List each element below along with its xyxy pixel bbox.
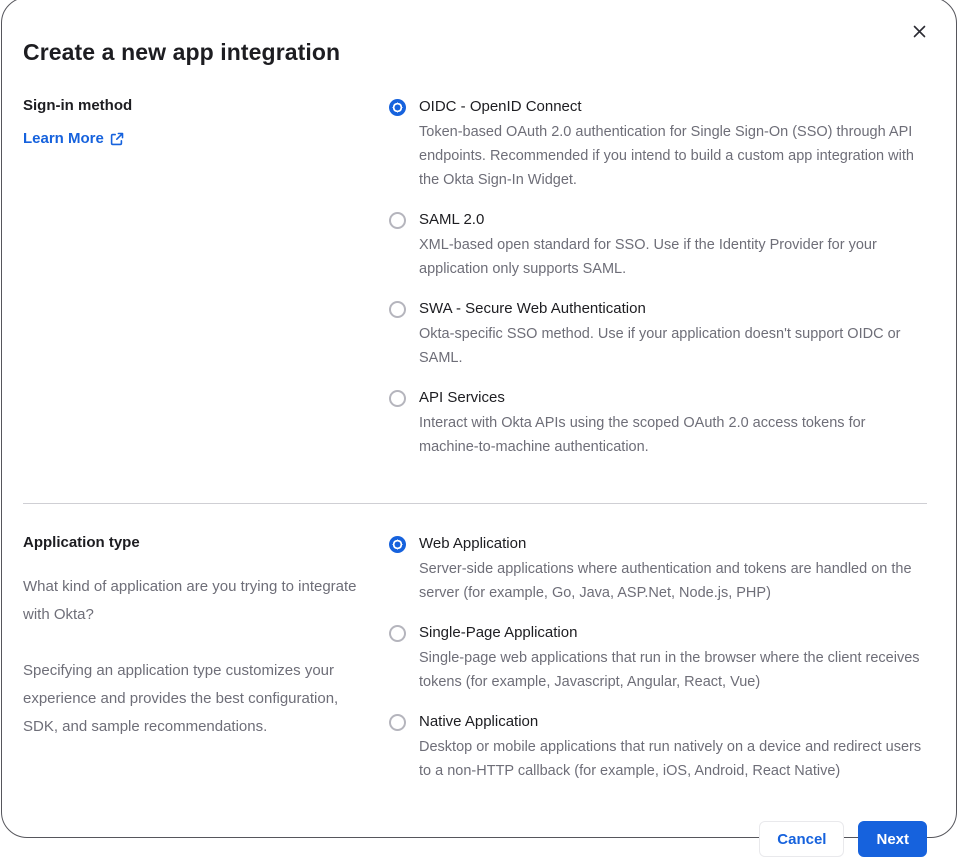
radio-option-oidc [389, 96, 927, 192]
radio-button-web-app[interactable] [389, 536, 406, 553]
radio-option-saml [389, 209, 927, 281]
radio-button-swa[interactable] [389, 301, 406, 318]
radio-button-spa[interactable] [389, 625, 406, 642]
application-type-label: Application type [23, 534, 140, 551]
radio-web-app-description: Server-side applications where authentication and tokens are handled on the server (for example, Go, Java, ASP.Net, Node.js, PHP) [419, 561, 912, 601]
radio-option-swa [389, 298, 927, 370]
radio-saml-description: XML-based open standard for SSO. Use if the Identity Provider for your application only supports SAML. [419, 237, 877, 277]
radio-oidc-label: OIDC - OpenID Connect [419, 98, 582, 115]
next-button[interactable]: Next [858, 821, 927, 857]
radio-spa-description: Single-page web applications that run in the browser where the client receives tokens (for example, Javascript, Angular, React, Vue) [419, 650, 920, 690]
application-type-section [23, 533, 927, 783]
signin-method-left-column [23, 96, 368, 148]
signin-method-section [23, 96, 927, 459]
cancel-button[interactable]: Cancel [759, 821, 844, 857]
radio-spa-label: Single-Page Application [419, 624, 578, 641]
learn-more-label: Learn More [23, 130, 104, 147]
radio-swa-label: SWA - Secure Web Authentication [419, 300, 646, 317]
radio-native-app-label: Native Application [419, 713, 539, 730]
application-type-explanation: Specifying an application type customizes your experience and provides the best configuration, SDK, and sample recommendations. [23, 662, 339, 735]
application-type-question: What kind of application are you trying to integrate with Okta? [23, 578, 357, 623]
close-button[interactable] [910, 22, 928, 40]
application-type-left-column [23, 533, 368, 741]
radio-web-app-clickarea[interactable] [389, 533, 927, 555]
close-icon [912, 24, 927, 39]
radio-api-services-label: API Services [419, 389, 505, 406]
learn-more-link[interactable] [23, 130, 124, 147]
radio-option-spa [389, 622, 927, 694]
radio-api-services-description: Interact with Okta APIs using the scoped OAuth 2.0 access tokens for machine-to-machine authentication. [419, 415, 866, 455]
external-link-icon [110, 132, 124, 146]
radio-option-web-app [389, 533, 927, 605]
section-divider [23, 503, 927, 504]
page-title: Create a new app integration [23, 39, 341, 65]
radio-native-app-description: Desktop or mobile applications that run natively on a device and redirect users to a non-HTTP callback (for example, iOS, Android, React Native) [419, 739, 922, 779]
radio-option-api-services [389, 387, 927, 459]
signin-method-label: Sign-in method [23, 97, 133, 114]
radio-saml-label: SAML 2.0 [419, 211, 485, 228]
radio-button-oidc[interactable] [389, 99, 406, 116]
radio-oidc-clickarea[interactable] [389, 96, 927, 118]
radio-native-app-clickarea[interactable] [389, 711, 927, 733]
radio-button-native-app[interactable] [389, 714, 406, 731]
radio-oidc-description: Token-based OAuth 2.0 authentication for Single Sign-On (SSO) through API endpoints. Recommended if you intend to build a custom app integration with the Okta Sign-In Widget. [419, 124, 914, 188]
radio-api-services-clickarea[interactable] [389, 387, 927, 409]
radio-swa-description: Okta-specific SSO method. Use if your application doesn't support OIDC or SAML. [419, 326, 901, 366]
application-type-options [389, 533, 927, 783]
radio-button-saml[interactable] [389, 212, 406, 229]
radio-button-api-services[interactable] [389, 390, 406, 407]
radio-web-app-label: Web Application [419, 535, 527, 552]
radio-saml-clickarea[interactable] [389, 209, 927, 231]
modal-footer [23, 821, 927, 857]
radio-option-native-app [389, 711, 927, 783]
radio-swa-clickarea[interactable] [389, 298, 927, 320]
signin-method-options [389, 96, 927, 459]
radio-spa-clickarea[interactable] [389, 622, 927, 644]
